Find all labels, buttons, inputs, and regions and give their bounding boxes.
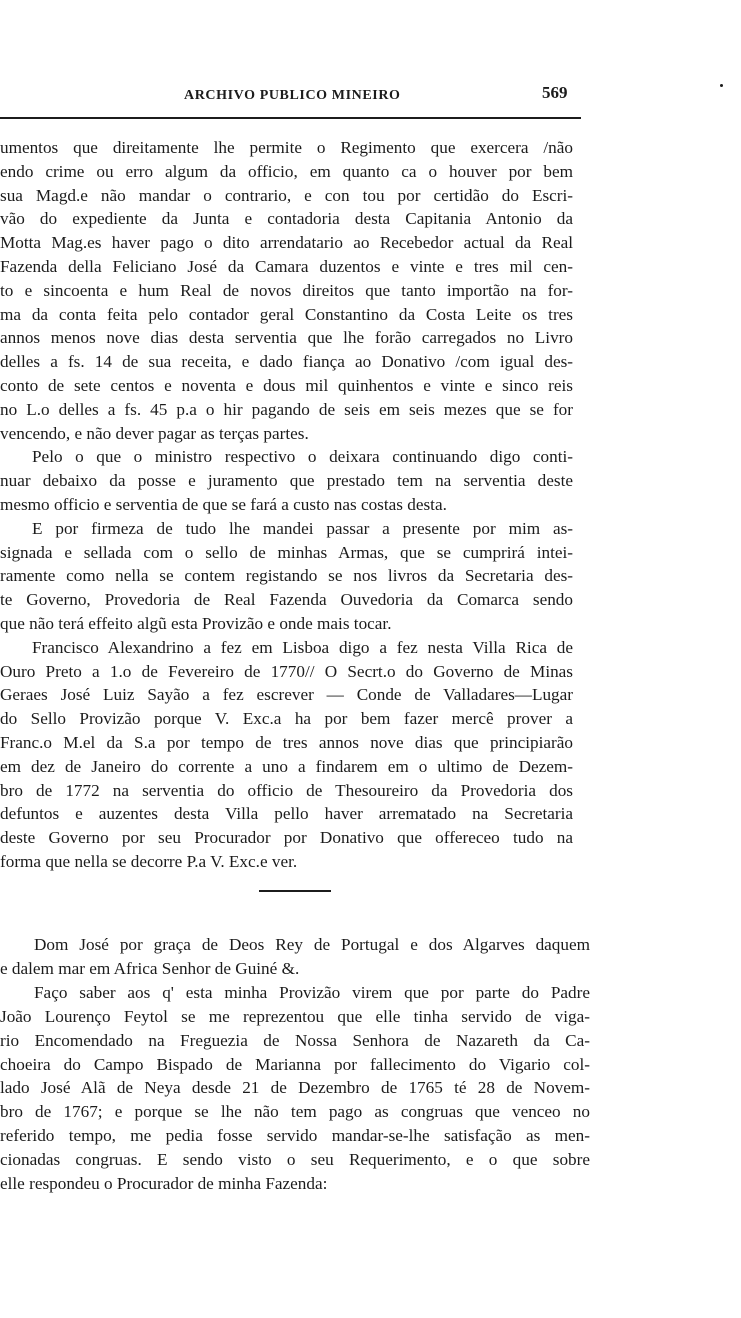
text-line: signada e sellada com o sello de minhas Armas, que se cumprirá intei-	[0, 543, 573, 562]
text-line: rio Encomendado na Freguezia de Nossa Senhora de Nazareth da Ca-	[0, 1031, 590, 1050]
text-line: elle respondeu o Procurador de minha Fazenda:	[0, 1174, 328, 1193]
text-line: que não terá effeito algũ esta Provizão e onde mais tocar.	[0, 614, 392, 633]
text-line: sua Magd.e não mandar o contrario, e con tou por certidão do Escri-	[0, 186, 573, 205]
text-line: referido tempo, me pedia fosse servido mandar-se-lhe satisfação as men-	[0, 1126, 590, 1145]
text-line: forma que nella se decorre P.a V. Exc.e ver.	[0, 852, 298, 871]
text-line: ma da conta feita pelo contador geral Constantino da Costa Leite os tres	[0, 305, 573, 324]
text-line: em dez de Janeiro do corrente a uno a findarem em o ultimo de Dezem-	[0, 757, 573, 776]
text-line: Faço saber aos q' esta minha Provizão virem que por parte do Padre	[34, 983, 590, 1002]
text-line: defuntos e auzentes desta Villa pello haver arrematado na Secretaria	[0, 804, 573, 823]
text-line: Dom José por graça de Deos Rey de Portugal e dos Algarves daquem	[34, 935, 590, 954]
text-line: vencendo, e não dever pagar as terças partes.	[0, 424, 309, 443]
text-line: Franc.o M.el da S.a por tempo de tres annos nove dias que principiarão	[0, 733, 573, 752]
margin-mark	[720, 84, 723, 87]
text-line: João Lourenço Feytol se me reprezentou que elle tinha servido de viga-	[0, 1007, 590, 1026]
text-line: lado José Alã de Neya desde 21 de Dezembro de 1765 té 28 de Novem-	[0, 1078, 590, 1097]
text-line: no L.o delles a fs. 45 p.a o hir pagando de seis em seis mezes que se for	[0, 400, 573, 419]
text-line: Ouro Preto a 1.o de Fevereiro de 1770// O Secrt.o do Governo de Minas	[0, 662, 573, 681]
text-line: vão do expediente da Junta e contadoria desta Capitania Antonio da	[0, 209, 573, 228]
text-line: mesmo officio e serventia de que se fará a custo nas costas desta.	[0, 495, 447, 514]
text-line: annos menos nove dias desta serventia que lhe forão carregados no Livro	[0, 328, 573, 347]
text-line: Geraes José Luiz Sayão a fez escrever — Conde de Valladares—Lugar	[0, 685, 573, 704]
text-line: E por firmeza de tudo lhe mandei passar a presente por mim as-	[32, 519, 573, 538]
text-line: deste Governo por seu Procurador por Donativo que offereceo tudo na	[0, 828, 573, 847]
text-line: choeira do Campo Bispado de Marianna por fallecimento do Vigario col-	[0, 1055, 590, 1074]
text-line: delles a fs. 14 de sua receita, e dado fiança ao Donativo /com igual des-	[0, 352, 573, 371]
text-line: Pelo o que o ministro respectivo o deixara continuando digo conti-	[32, 447, 573, 466]
text-line: Motta Mag.es haver pago o dito arrendatario ao Recebedor actual da Real	[0, 233, 573, 252]
section-divider	[259, 890, 331, 892]
text-line: conto de sete centos e noventa e dous mil quinhentos e vinte e sinco reis	[0, 376, 573, 395]
text-line: nuar debaixo da posse e juramento que prestado tem na serventia deste	[0, 471, 573, 490]
text-line: Francisco Alexandrino a fez em Lisboa digo a fez nesta Villa Rica de	[32, 638, 573, 657]
text-line: ramente como nella se contem registando se nos livros da Secretaria des-	[0, 566, 573, 585]
text-line: Fazenda della Feliciano José da Camara duzentos e vinte e tres mil cen-	[0, 257, 573, 276]
running-header-title: ARCHIVO PUBLICO MINEIRO	[184, 88, 401, 103]
header-rule	[0, 117, 581, 119]
text-line: bro de 1772 na serventia do officio de Thesoureiro da Provedoria dos	[0, 781, 573, 800]
text-line: bro de 1767; e porque se lhe não tem pago as congruas que venceo no	[0, 1102, 590, 1121]
text-line: endo crime ou erro algum da officio, em quanto ca o houver por bem	[0, 162, 573, 181]
text-line: te Governo, Provedoria de Real Fazenda Ouvedoria da Comarca sendo	[0, 590, 573, 609]
text-line: do Sello Provizão porque V. Exc.a ha por bem fazer mercê prover a	[0, 709, 573, 728]
text-line: umentos que direitamente lhe permite o Regimento que exercera /não	[0, 138, 573, 157]
text-line: to e sincoenta e hum Real de novos direitos que tanto importão na for-	[0, 281, 573, 300]
page-number: 569	[542, 83, 568, 102]
text-line: cionadas congruas. E sendo visto o seu Requerimento, e o que sobre	[0, 1150, 590, 1169]
text-line: e dalem mar em Africa Senhor de Guiné &.	[0, 959, 300, 978]
